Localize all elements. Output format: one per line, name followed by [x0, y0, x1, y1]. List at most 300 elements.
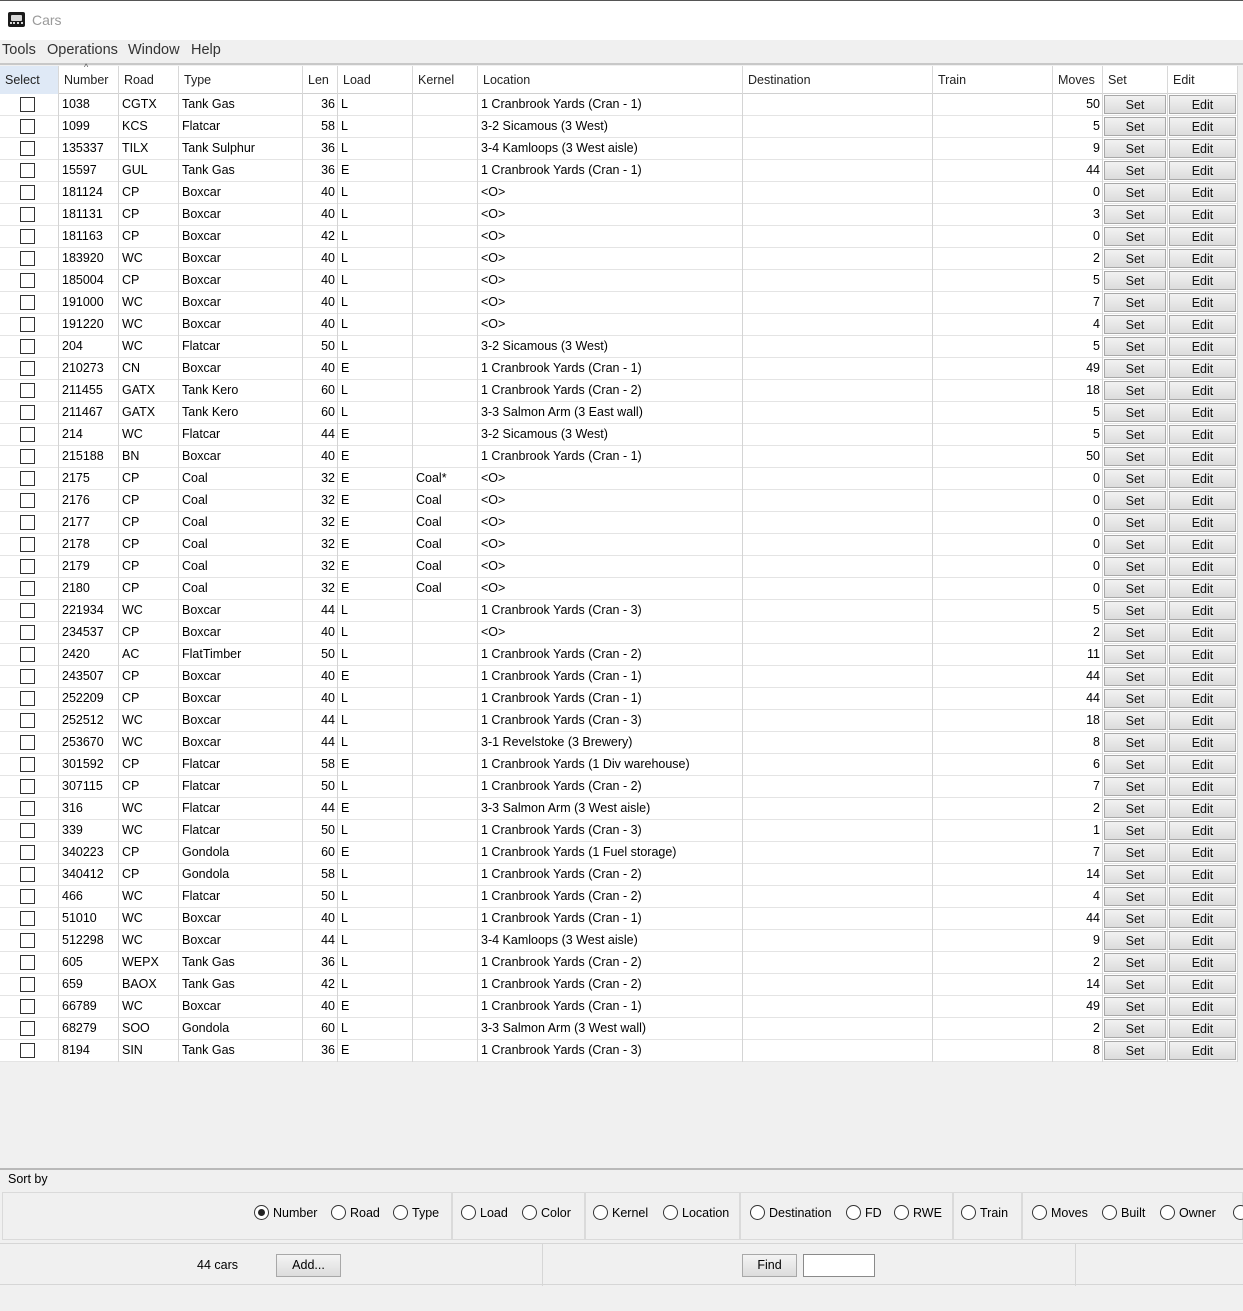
row-select-checkbox[interactable] — [20, 669, 35, 684]
edit-button[interactable]: Edit — [1169, 359, 1236, 378]
cell-number: 135337 — [59, 138, 119, 160]
edit-button[interactable]: Edit — [1169, 777, 1236, 796]
cell-train — [933, 446, 1053, 468]
sort-radio-location[interactable] — [663, 1205, 729, 1220]
cell-len: 60 — [303, 1018, 338, 1040]
cell-location: 3-1 Revelstoke (3 Brewery) — [478, 732, 743, 754]
cell-location: 1 Cranbrook Yards (Cran - 1) — [478, 688, 743, 710]
table-row[interactable] — [0, 402, 1238, 424]
table-row[interactable] — [0, 424, 1238, 446]
find-input[interactable] — [803, 1254, 875, 1277]
cell-type: Tank Gas — [179, 160, 303, 182]
table-row[interactable] — [0, 182, 1238, 204]
column-header-select[interactable]: Select — [0, 66, 59, 94]
table-row[interactable] — [0, 864, 1238, 886]
table-row[interactable] — [0, 622, 1238, 644]
table-row[interactable] — [0, 1018, 1238, 1040]
table-row[interactable] — [0, 314, 1238, 336]
edit-button[interactable]: Edit — [1169, 271, 1236, 290]
cell-moves: 0 — [1053, 182, 1103, 204]
column-header-edit[interactable]: Edit — [1168, 66, 1238, 94]
set-button[interactable]: Set — [1104, 535, 1166, 554]
cell-kernel — [413, 864, 478, 886]
menu-operations[interactable]: Operations — [47, 42, 118, 58]
cell-load: L — [338, 886, 413, 908]
sort-radio-moves[interactable] — [1032, 1205, 1088, 1220]
cell-number: 185004 — [59, 270, 119, 292]
column-header-location[interactable]: Location — [478, 66, 743, 94]
cell-number: 181124 — [59, 182, 119, 204]
cell-load: L — [338, 952, 413, 974]
row-select-checkbox[interactable] — [20, 735, 35, 750]
edit-button[interactable]: Edit — [1169, 403, 1236, 422]
set-button[interactable]: Set — [1104, 601, 1166, 620]
table-row[interactable] — [0, 468, 1238, 490]
cell-destination — [743, 930, 933, 952]
row-select-checkbox[interactable] — [20, 163, 35, 178]
set-button[interactable]: Set — [1104, 469, 1166, 488]
row-select-checkbox[interactable] — [20, 295, 35, 310]
edit-button[interactable]: Edit — [1169, 425, 1236, 444]
row-select-checkbox[interactable] — [20, 251, 35, 266]
cell-train — [933, 644, 1053, 666]
cell-train — [933, 732, 1053, 754]
cell-moves: 0 — [1053, 556, 1103, 578]
menu-window[interactable]: Window — [128, 42, 180, 58]
edit-button[interactable]: Edit — [1169, 799, 1236, 818]
cell-train — [933, 974, 1053, 996]
cell-destination — [743, 600, 933, 622]
cell-location: 3-3 Salmon Arm (3 East wall) — [478, 402, 743, 424]
sort-radio-load[interactable] — [461, 1205, 508, 1220]
column-header-train[interactable]: Train — [933, 66, 1053, 94]
row-select-checkbox[interactable] — [20, 999, 35, 1014]
edit-button[interactable]: Edit — [1169, 953, 1236, 972]
row-select-checkbox[interactable] — [20, 361, 35, 376]
edit-button[interactable]: Edit — [1169, 227, 1236, 246]
set-button[interactable]: Set — [1104, 843, 1166, 862]
menu-tools[interactable]: Tools — [2, 42, 36, 58]
cell-len: 44 — [303, 710, 338, 732]
cell-edit — [1168, 204, 1238, 226]
set-button[interactable]: Set — [1104, 909, 1166, 928]
edit-button[interactable]: Edit — [1169, 579, 1236, 598]
set-button[interactable]: Set — [1104, 1019, 1166, 1038]
table-row[interactable] — [0, 1040, 1238, 1062]
table-row[interactable] — [0, 952, 1238, 974]
row-select-checkbox[interactable] — [20, 449, 35, 464]
cell-number: 215188 — [59, 446, 119, 468]
set-button[interactable]: Set — [1104, 359, 1166, 378]
row-select-checkbox[interactable] — [20, 273, 35, 288]
edit-button[interactable]: Edit — [1169, 513, 1236, 532]
sort-radio-label: Owner — [1179, 1206, 1216, 1220]
set-button[interactable]: Set — [1104, 975, 1166, 994]
table-row[interactable] — [0, 534, 1238, 556]
row-select-checkbox[interactable] — [20, 867, 35, 882]
cell-set — [1103, 402, 1168, 424]
sort-radio-overflow[interactable] — [1233, 1205, 1243, 1220]
set-button[interactable]: Set — [1104, 579, 1166, 598]
table-row[interactable] — [0, 160, 1238, 182]
row-select-checkbox[interactable] — [20, 537, 35, 552]
column-header-moves[interactable]: Moves — [1053, 66, 1103, 94]
cell-select — [0, 908, 59, 930]
table-row[interactable] — [0, 556, 1238, 578]
column-header-len[interactable]: Len — [303, 66, 338, 94]
sort-radio-color[interactable] — [522, 1205, 571, 1220]
edit-button[interactable]: Edit — [1169, 689, 1236, 708]
cell-load: L — [338, 732, 413, 754]
set-button[interactable]: Set — [1104, 95, 1166, 114]
column-header-destination[interactable]: Destination — [743, 66, 933, 94]
set-button[interactable]: Set — [1104, 205, 1166, 224]
edit-button[interactable]: Edit — [1169, 865, 1236, 884]
edit-button[interactable]: Edit — [1169, 183, 1236, 202]
edit-button[interactable]: Edit — [1169, 139, 1236, 158]
cell-edit — [1168, 864, 1238, 886]
cell-load: L — [338, 974, 413, 996]
row-select-checkbox[interactable] — [20, 97, 35, 112]
radio-dot — [331, 1205, 346, 1220]
find-button[interactable]: Find — [742, 1254, 797, 1277]
table-row[interactable] — [0, 116, 1238, 138]
edit-button[interactable]: Edit — [1169, 469, 1236, 488]
cell-road: WC — [119, 798, 179, 820]
cell-type: Coal — [179, 556, 303, 578]
edit-button[interactable]: Edit — [1169, 843, 1236, 862]
row-select-checkbox[interactable] — [20, 471, 35, 486]
radio-selected-dot — [254, 1205, 269, 1220]
set-button[interactable]: Set — [1104, 161, 1166, 180]
cell-location: 1 Cranbrook Yards (Cran - 1) — [478, 446, 743, 468]
row-select-checkbox[interactable] — [20, 427, 35, 442]
cell-select — [0, 864, 59, 886]
row-select-checkbox[interactable] — [20, 493, 35, 508]
sort-radio-road[interactable] — [331, 1205, 380, 1220]
row-select-checkbox[interactable] — [20, 1043, 35, 1058]
table-row[interactable] — [0, 798, 1238, 820]
sort-radio-owner[interactable] — [1160, 1205, 1216, 1220]
column-header-type[interactable]: Type — [179, 66, 303, 94]
row-select-checkbox[interactable] — [20, 383, 35, 398]
cell-location: <O> — [478, 204, 743, 226]
row-select-checkbox[interactable] — [20, 603, 35, 618]
table-row[interactable] — [0, 644, 1238, 666]
cell-train — [933, 556, 1053, 578]
cell-kernel — [413, 600, 478, 622]
table-row[interactable] — [0, 908, 1238, 930]
table-row[interactable] — [0, 358, 1238, 380]
cell-kernel: Coal — [413, 534, 478, 556]
cell-select — [0, 248, 59, 270]
edit-button[interactable]: Edit — [1169, 623, 1236, 642]
edit-button[interactable]: Edit — [1169, 931, 1236, 950]
column-header-set[interactable]: Set — [1103, 66, 1168, 94]
table-row[interactable] — [0, 336, 1238, 358]
set-button[interactable]: Set — [1104, 227, 1166, 246]
set-button[interactable]: Set — [1104, 271, 1166, 290]
set-button[interactable]: Set — [1104, 403, 1166, 422]
edit-button[interactable]: Edit — [1169, 997, 1236, 1016]
cell-set — [1103, 314, 1168, 336]
cell-road: WC — [119, 820, 179, 842]
set-button[interactable]: Set — [1104, 513, 1166, 532]
sort-radio-kernel[interactable] — [593, 1205, 648, 1220]
sort-radio-type[interactable] — [393, 1205, 439, 1220]
set-button[interactable]: Set — [1104, 425, 1166, 444]
cell-type: Boxcar — [179, 314, 303, 336]
cell-type: Flatcar — [179, 820, 303, 842]
edit-button[interactable]: Edit — [1169, 909, 1236, 928]
set-button[interactable]: Set — [1104, 887, 1166, 906]
cell-kernel — [413, 116, 478, 138]
cell-train — [933, 600, 1053, 622]
cell-type: Tank Gas — [179, 974, 303, 996]
table-row[interactable] — [0, 248, 1238, 270]
row-select-checkbox[interactable] — [20, 691, 35, 706]
table-row[interactable] — [0, 600, 1238, 622]
edit-button[interactable]: Edit — [1169, 447, 1236, 466]
sort-radio-train[interactable] — [961, 1205, 1008, 1220]
table-row[interactable] — [0, 490, 1238, 512]
menu-help[interactable]: Help — [191, 42, 221, 58]
table-row[interactable] — [0, 886, 1238, 908]
edit-button[interactable]: Edit — [1169, 381, 1236, 400]
set-button[interactable]: Set — [1104, 689, 1166, 708]
table-row[interactable] — [0, 776, 1238, 798]
set-button[interactable]: Set — [1104, 623, 1166, 642]
row-select-checkbox[interactable] — [20, 801, 35, 816]
cell-load: E — [338, 666, 413, 688]
edit-button[interactable]: Edit — [1169, 645, 1236, 664]
row-select-checkbox[interactable] — [20, 647, 35, 662]
cell-moves: 44 — [1053, 688, 1103, 710]
sort-radio-label: Moves — [1051, 1206, 1088, 1220]
cell-train — [933, 402, 1053, 424]
cell-number: 214 — [59, 424, 119, 446]
table-row[interactable] — [0, 380, 1238, 402]
table-row[interactable] — [0, 138, 1238, 160]
table-row[interactable] — [0, 754, 1238, 776]
cell-moves: 9 — [1053, 930, 1103, 952]
table-row[interactable] — [0, 446, 1238, 468]
cell-road: BAOX — [119, 974, 179, 996]
row-select-checkbox[interactable] — [20, 889, 35, 904]
cell-edit — [1168, 116, 1238, 138]
edit-button[interactable]: Edit — [1169, 249, 1236, 268]
cell-len: 32 — [303, 556, 338, 578]
set-button[interactable]: Set — [1104, 491, 1166, 510]
set-button[interactable]: Set — [1104, 865, 1166, 884]
add-car-button[interactable]: Add... — [276, 1254, 341, 1277]
edit-button[interactable]: Edit — [1169, 1019, 1236, 1038]
edit-button[interactable]: Edit — [1169, 337, 1236, 356]
sort-radio-fd[interactable] — [846, 1205, 882, 1220]
set-button[interactable]: Set — [1104, 799, 1166, 818]
table-row[interactable] — [0, 94, 1238, 116]
table-row[interactable] — [0, 710, 1238, 732]
sort-radio-built[interactable] — [1102, 1205, 1145, 1220]
table-row[interactable] — [0, 820, 1238, 842]
row-select-checkbox[interactable] — [20, 515, 35, 530]
row-select-checkbox[interactable] — [20, 713, 35, 728]
edit-button[interactable]: Edit — [1169, 975, 1236, 994]
row-select-checkbox[interactable] — [20, 1021, 35, 1036]
edit-button[interactable]: Edit — [1169, 535, 1236, 554]
cell-select — [0, 776, 59, 798]
set-button[interactable]: Set — [1104, 117, 1166, 136]
cell-destination — [743, 138, 933, 160]
row-select-checkbox[interactable] — [20, 559, 35, 574]
row-select-checkbox[interactable] — [20, 119, 35, 134]
column-header-number[interactable] — [59, 62, 119, 94]
edit-button[interactable]: Edit — [1169, 161, 1236, 180]
table-row[interactable] — [0, 204, 1238, 226]
row-select-checkbox[interactable] — [20, 955, 35, 970]
row-select-checkbox[interactable] — [20, 779, 35, 794]
cell-len: 36 — [303, 160, 338, 182]
column-header-kernel[interactable]: Kernel — [413, 66, 478, 94]
set-button[interactable]: Set — [1104, 997, 1166, 1016]
edit-button[interactable]: Edit — [1169, 887, 1236, 906]
cell-train — [933, 424, 1053, 446]
table-row[interactable] — [0, 974, 1238, 996]
set-button[interactable]: Set — [1104, 337, 1166, 356]
cell-set — [1103, 710, 1168, 732]
edit-button[interactable]: Edit — [1169, 557, 1236, 576]
sort-radio-destination[interactable] — [750, 1205, 832, 1220]
cell-type: Tank Sulphur — [179, 138, 303, 160]
cell-location: 1 Cranbrook Yards (Cran - 1) — [478, 996, 743, 1018]
cell-road: WEPX — [119, 952, 179, 974]
cell-select — [0, 402, 59, 424]
cell-select — [0, 182, 59, 204]
set-button[interactable]: Set — [1104, 821, 1166, 840]
column-header-load[interactable]: Load — [338, 66, 413, 94]
cell-road: CP — [119, 842, 179, 864]
cell-select — [0, 534, 59, 556]
edit-button[interactable]: Edit — [1169, 491, 1236, 510]
set-button[interactable]: Set — [1104, 953, 1166, 972]
sort-radio-rwe[interactable] — [894, 1205, 942, 1220]
table-row[interactable] — [0, 270, 1238, 292]
cell-kernel: Coal — [413, 490, 478, 512]
sort-radio-label: Train — [980, 1206, 1009, 1220]
set-button[interactable]: Set — [1104, 1041, 1166, 1060]
sort-radio-label: Road — [350, 1206, 380, 1220]
set-button[interactable]: Set — [1104, 777, 1166, 796]
table-row[interactable] — [0, 666, 1238, 688]
set-button[interactable]: Set — [1104, 249, 1166, 268]
cell-location: 3-2 Sicamous (3 West) — [478, 116, 743, 138]
cell-location: 1 Cranbrook Yards (Cran - 3) — [478, 820, 743, 842]
table-row[interactable] — [0, 578, 1238, 600]
cell-moves: 5 — [1053, 600, 1103, 622]
table-row[interactable] — [0, 996, 1238, 1018]
table-row[interactable] — [0, 842, 1238, 864]
cell-destination — [743, 446, 933, 468]
row-select-checkbox[interactable] — [20, 823, 35, 838]
set-button[interactable]: Set — [1104, 667, 1166, 686]
edit-button[interactable]: Edit — [1169, 821, 1236, 840]
cell-load: L — [338, 820, 413, 842]
set-button[interactable]: Set — [1104, 931, 1166, 950]
edit-button[interactable]: Edit — [1169, 293, 1236, 312]
edit-button[interactable]: Edit — [1169, 315, 1236, 334]
set-button[interactable]: Set — [1104, 315, 1166, 334]
row-select-checkbox[interactable] — [20, 911, 35, 926]
cell-location: 1 Cranbrook Yards (Cran - 1) — [478, 160, 743, 182]
table-row[interactable] — [0, 930, 1238, 952]
sort-radio-number[interactable] — [254, 1205, 317, 1220]
cell-road: CP — [119, 468, 179, 490]
edit-button[interactable]: Edit — [1169, 117, 1236, 136]
table-row[interactable] — [0, 688, 1238, 710]
cell-len: 44 — [303, 732, 338, 754]
cell-edit — [1168, 798, 1238, 820]
set-button[interactable]: Set — [1104, 733, 1166, 752]
row-select-checkbox[interactable] — [20, 581, 35, 596]
row-select-checkbox[interactable] — [20, 933, 35, 948]
cars-table-scroll[interactable] — [0, 62, 1243, 1166]
cell-len: 50 — [303, 644, 338, 666]
cell-road: SIN — [119, 1040, 179, 1062]
set-button[interactable]: Set — [1104, 139, 1166, 158]
table-row[interactable] — [0, 732, 1238, 754]
row-select-checkbox[interactable] — [20, 207, 35, 222]
cell-select — [0, 556, 59, 578]
cell-edit — [1168, 974, 1238, 996]
cell-destination — [743, 402, 933, 424]
row-select-checkbox[interactable] — [20, 757, 35, 772]
set-button[interactable]: Set — [1104, 293, 1166, 312]
edit-button[interactable]: Edit — [1169, 95, 1236, 114]
cell-destination — [743, 336, 933, 358]
set-button[interactable]: Set — [1104, 557, 1166, 576]
cell-load: E — [338, 556, 413, 578]
row-select-checkbox[interactable] — [20, 229, 35, 244]
table-row[interactable] — [0, 226, 1238, 248]
set-button[interactable]: Set — [1104, 183, 1166, 202]
row-select-checkbox[interactable] — [20, 977, 35, 992]
table-row[interactable] — [0, 512, 1238, 534]
row-select-checkbox[interactable] — [20, 141, 35, 156]
row-select-checkbox[interactable] — [20, 185, 35, 200]
set-button[interactable]: Set — [1104, 755, 1166, 774]
edit-button[interactable]: Edit — [1169, 711, 1236, 730]
row-select-checkbox[interactable] — [20, 845, 35, 860]
edit-button[interactable]: Edit — [1169, 205, 1236, 224]
edit-button[interactable]: Edit — [1169, 1041, 1236, 1060]
set-button[interactable]: Set — [1104, 711, 1166, 730]
set-button[interactable]: Set — [1104, 645, 1166, 664]
row-select-checkbox[interactable] — [20, 405, 35, 420]
row-select-checkbox[interactable] — [20, 339, 35, 354]
row-select-checkbox[interactable] — [20, 317, 35, 332]
edit-button[interactable]: Edit — [1169, 755, 1236, 774]
set-button[interactable]: Set — [1104, 447, 1166, 466]
row-select-checkbox[interactable] — [20, 625, 35, 640]
table-row[interactable] — [0, 292, 1238, 314]
column-header-road[interactable]: Road — [119, 66, 179, 94]
edit-button[interactable]: Edit — [1169, 667, 1236, 686]
edit-button[interactable]: Edit — [1169, 601, 1236, 620]
cell-moves: 18 — [1053, 380, 1103, 402]
cell-road: CP — [119, 490, 179, 512]
set-button[interactable]: Set — [1104, 381, 1166, 400]
edit-button[interactable]: Edit — [1169, 733, 1236, 752]
